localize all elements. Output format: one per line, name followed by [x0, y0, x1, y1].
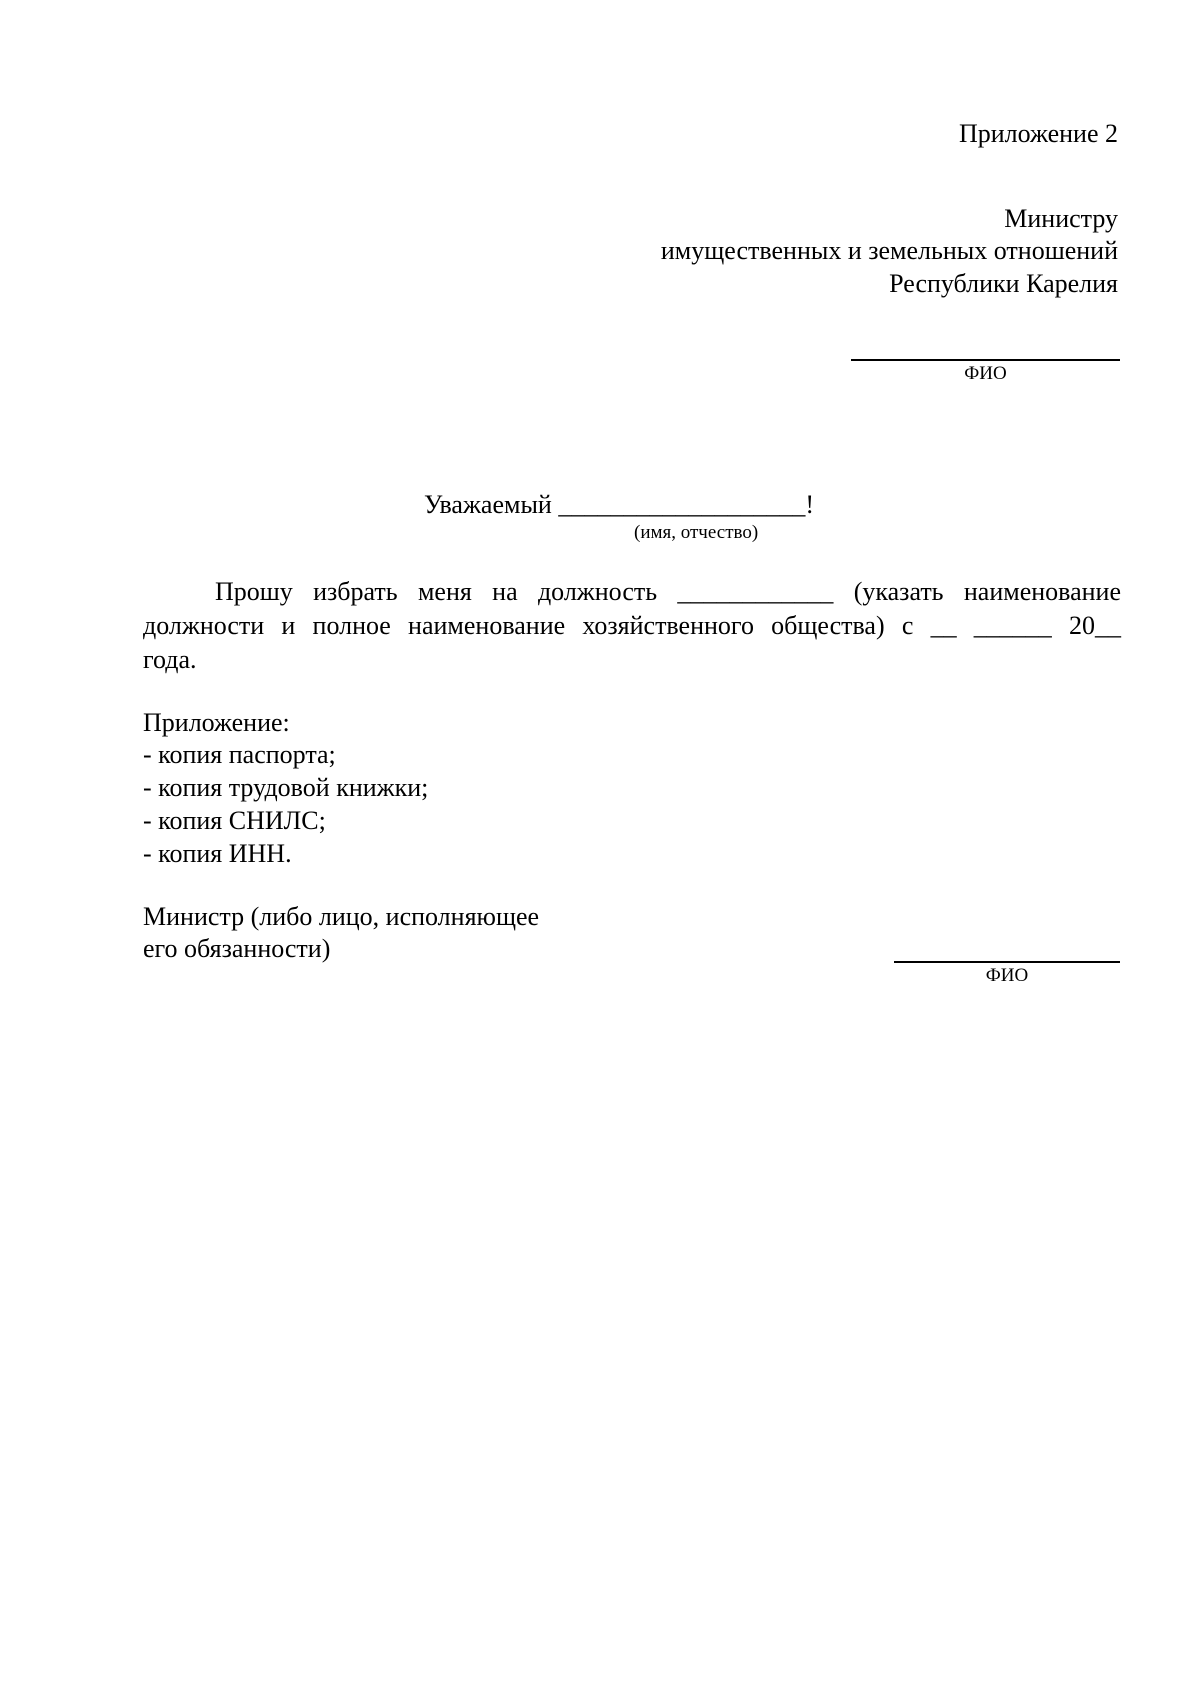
- salutation-line: [424, 489, 814, 521]
- body-line-1: Прошу избрать меня на должность ____________ (указать наименование: [215, 577, 1121, 606]
- attachment-item: - копия ИНН.: [143, 839, 292, 868]
- signature-fio-caption: ФИО: [985, 965, 1029, 986]
- appendix-label: Приложение 2: [958, 119, 1118, 148]
- attachment-item: - копия трудовой книжки;: [143, 773, 429, 802]
- salutation-caption: (имя, отчество): [634, 522, 759, 543]
- salutation-blank: ___________________: [558, 490, 806, 519]
- attachment-item: - копия паспорта;: [143, 740, 336, 769]
- signature-fio-line: [894, 961, 1120, 963]
- attachment-item: - копия СНИЛС;: [143, 806, 326, 835]
- salutation-prefix: Уважаемый: [424, 490, 559, 519]
- body-line-3: года.: [143, 645, 197, 674]
- body-line-2: должности и полное наименование хозяйственного общества) с __ ______ 20__: [143, 611, 1121, 640]
- addressee-line-1: Министру: [1004, 204, 1118, 233]
- signature-line-1: Министр (либо лицо, исполняющее: [143, 902, 540, 931]
- addressee-line-2: имущественных и земельных отношений: [660, 236, 1118, 265]
- attachments-title: Приложение:: [143, 708, 290, 737]
- addressee-fio-caption: ФИО: [964, 363, 1007, 384]
- addressee-line-3: Республики Карелия: [889, 269, 1118, 298]
- salutation-suffix: !: [805, 490, 815, 519]
- signature-line-2: его обязанности): [143, 934, 331, 963]
- addressee-fio-line: [851, 359, 1120, 361]
